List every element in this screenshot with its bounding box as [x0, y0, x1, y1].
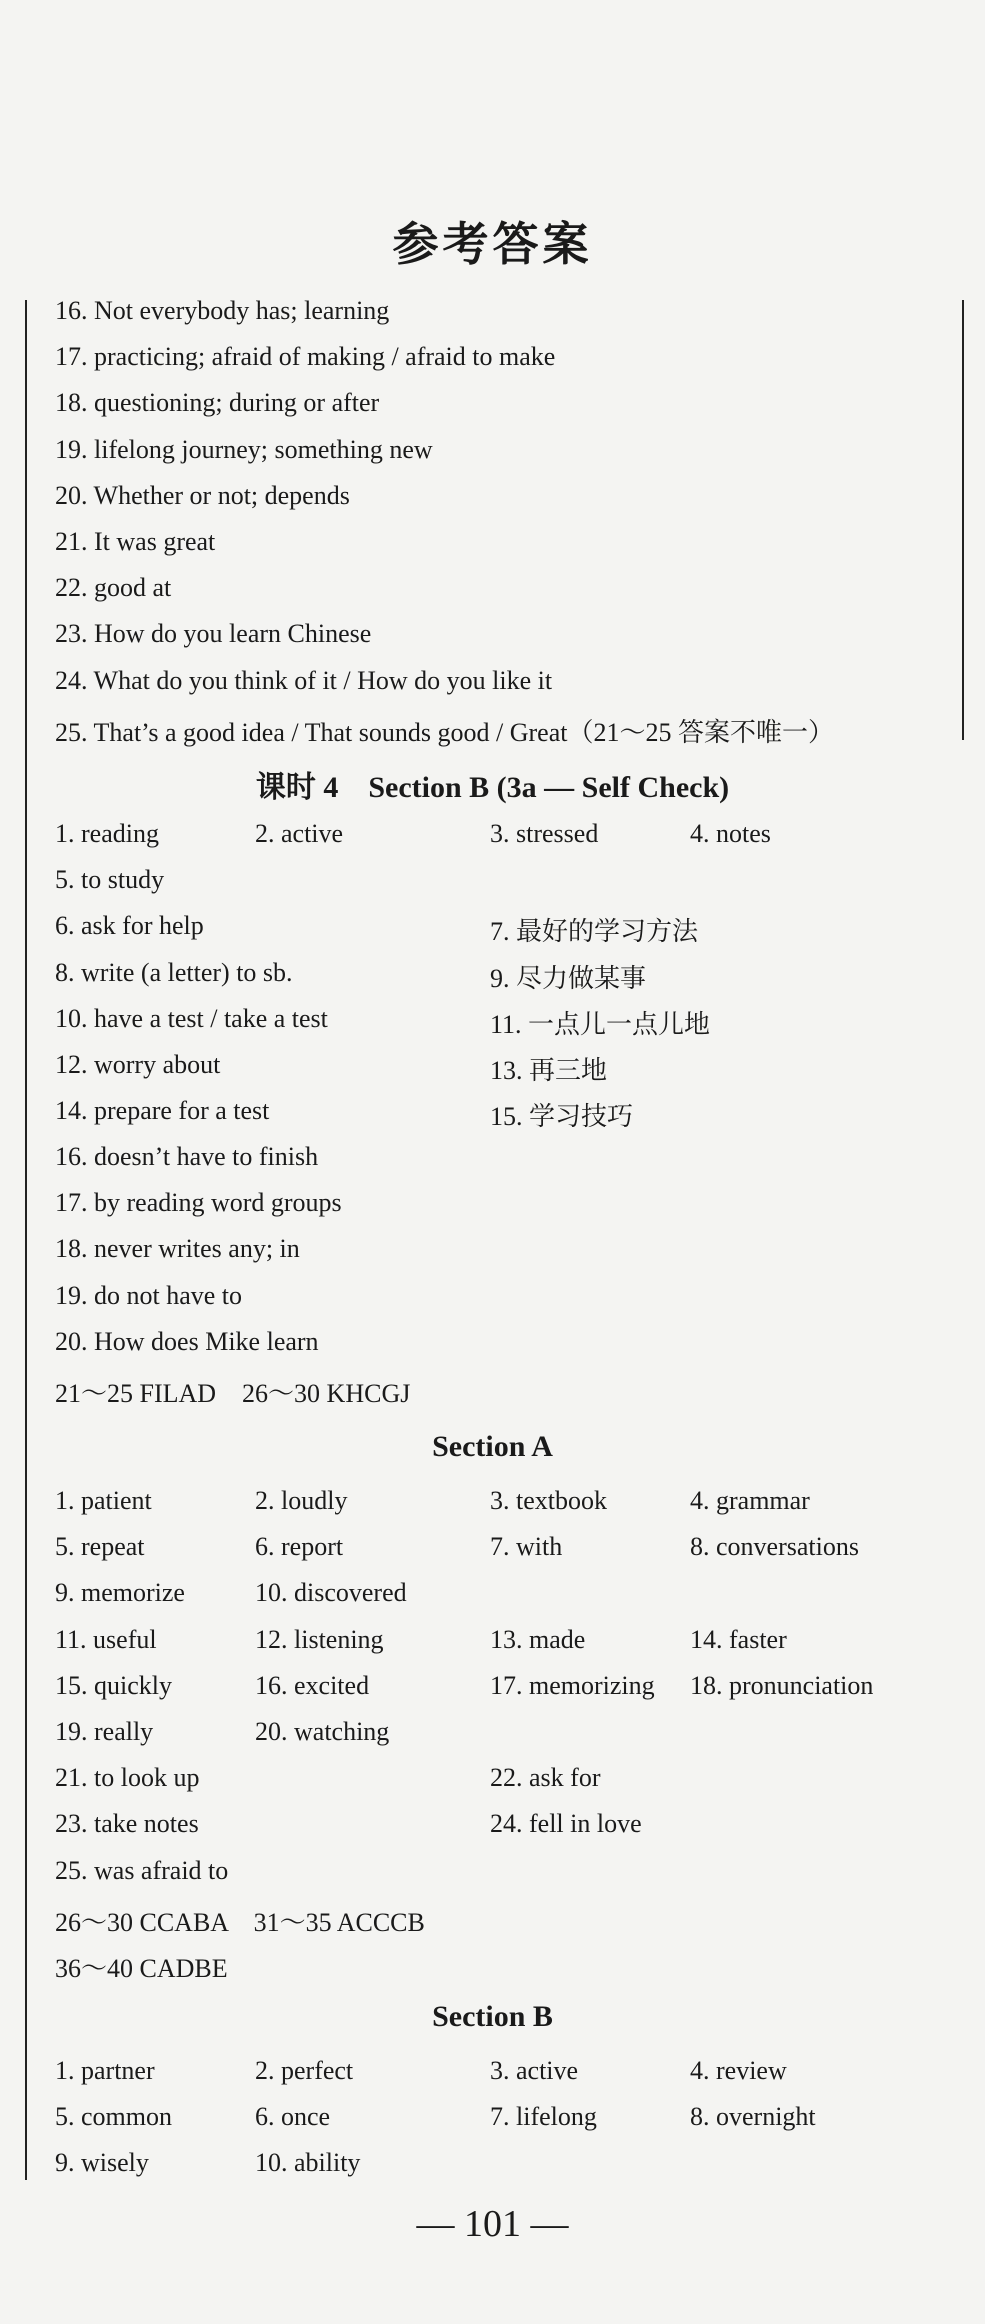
- answer-item: 15. quickly: [55, 1670, 172, 1700]
- answer-item: 8. conversations: [690, 1532, 859, 1562]
- answer-line: 21. It was great: [55, 527, 216, 556]
- answer-item: 8. overnight: [690, 2102, 816, 2132]
- answer-item: 13. 再三地: [490, 1056, 608, 1085]
- section-heading-a: Section A: [432, 1430, 553, 1463]
- answer-line: 16. doesn’t have to finish: [55, 1142, 319, 1171]
- answer-item: 15. 学习技巧: [490, 1102, 634, 1132]
- answer-item: 23. take notes: [55, 1809, 199, 1839]
- answer-item: 2. loudly: [255, 1486, 348, 1515]
- answer-item: 2. active: [255, 819, 344, 848]
- answer-item: 7. with: [490, 1532, 563, 1562]
- answer-line: 17. practicing; afraid of making / afraid to make: [55, 342, 556, 372]
- answer-item: 22. ask for: [490, 1763, 601, 1793]
- answer-item: 1. partner: [55, 2056, 155, 2085]
- answer-item: 17. memorizing: [490, 1670, 655, 1700]
- answer-item: 4. notes: [690, 819, 771, 848]
- answer-line: 20. How does Mike learn: [55, 1326, 319, 1356]
- answer-item: 10. discovered: [255, 1578, 407, 1608]
- answer-item: 9. 尽力做某事: [490, 963, 647, 993]
- answer-item: 16. excited: [255, 1670, 370, 1700]
- right-margin-rule: [962, 300, 964, 740]
- answer-item: 11. 一点儿一点儿地: [490, 1009, 711, 1039]
- answer-line: 21～25 FILAD 26～30 KHCGJ: [55, 1379, 411, 1408]
- answer-line: 16. Not everybody has; learning: [55, 296, 390, 325]
- answer-item: 5. repeat: [55, 1532, 145, 1562]
- answer-line: 19. do not have to: [55, 1280, 243, 1310]
- answer-item: 9. wisely: [55, 2148, 149, 2178]
- answer-item: 3. stressed: [490, 819, 599, 848]
- section-heading-lesson4: 课时 4 Section B (3a — Self Check): [255, 771, 730, 804]
- answer-item: 20. watching: [255, 1717, 390, 1746]
- answer-line: 22. good at: [55, 573, 172, 603]
- left-margin-rule: [25, 300, 27, 2180]
- answer-item: 2. perfect: [255, 2056, 354, 2085]
- answer-item: 9. memorize: [55, 1578, 185, 1608]
- answer-line: 20. Whether or not; depends: [55, 480, 350, 510]
- answer-item: 7. 最好的学习方法: [490, 917, 699, 947]
- answer-item: 14. faster: [690, 1624, 787, 1654]
- answer-item: 3. active: [490, 2056, 579, 2085]
- answer-item: 6. report: [255, 1532, 344, 1562]
- answer-item: 6. once: [255, 2102, 331, 2132]
- answer-line: 23. How do you learn Chinese: [55, 619, 372, 649]
- answer-item: 12. listening: [255, 1624, 384, 1654]
- answer-line: 17. by reading word groups: [55, 1188, 342, 1218]
- answer-item: 4. review: [690, 2056, 787, 2085]
- answer-line: 24. What do you think of it / How do you like it: [55, 665, 553, 695]
- answer-item: 1. reading: [55, 819, 159, 848]
- answer-line: 26～30 CCABA 31～35 ACCCB: [55, 1908, 425, 1938]
- answer-line: 18. never writes any; in: [55, 1234, 300, 1264]
- page-number: — 101 —: [416, 2203, 569, 2245]
- answer-item: 1. patient: [55, 1486, 152, 1515]
- answer-line: 36～40 CADBE: [55, 1954, 228, 1984]
- answer-item: 6. ask for help: [55, 911, 204, 941]
- answer-line: 25. was afraid to: [55, 1856, 229, 1885]
- answer-item: 14. prepare for a test: [55, 1096, 270, 1126]
- answer-item: 21. to look up: [55, 1763, 200, 1793]
- answer-item: 7. lifelong: [490, 2102, 597, 2132]
- answer-item: 10. have a test / take a test: [55, 1003, 328, 1033]
- answer-item: 11. useful: [55, 1624, 157, 1654]
- answer-line: 25. That’s a good idea / That sounds good / Great（21～25 答案不唯一）: [55, 717, 834, 747]
- answer-line: 18. questioning; during or after: [55, 388, 380, 418]
- page-title: 参考答案: [392, 217, 593, 271]
- answer-item: 12. worry about: [55, 1050, 221, 1079]
- answer-item: 10. ability: [255, 2148, 361, 2178]
- answer-item: 5. common: [55, 2102, 172, 2132]
- answer-item: 8. write (a letter) to sb.: [55, 957, 293, 987]
- answer-item: 19. really: [55, 1717, 154, 1746]
- answer-item: 5. to study: [55, 865, 165, 895]
- answer-item: 24. fell in love: [490, 1809, 642, 1839]
- answer-line: 19. lifelong journey; something new: [55, 434, 433, 464]
- answer-item: 18. pronunciation: [690, 1670, 874, 1700]
- answer-item: 13. made: [490, 1624, 586, 1654]
- section-heading-b: Section B: [432, 2000, 553, 2033]
- answer-item: 4. grammar: [690, 1486, 810, 1515]
- answer-item: 3. textbook: [490, 1486, 607, 1515]
